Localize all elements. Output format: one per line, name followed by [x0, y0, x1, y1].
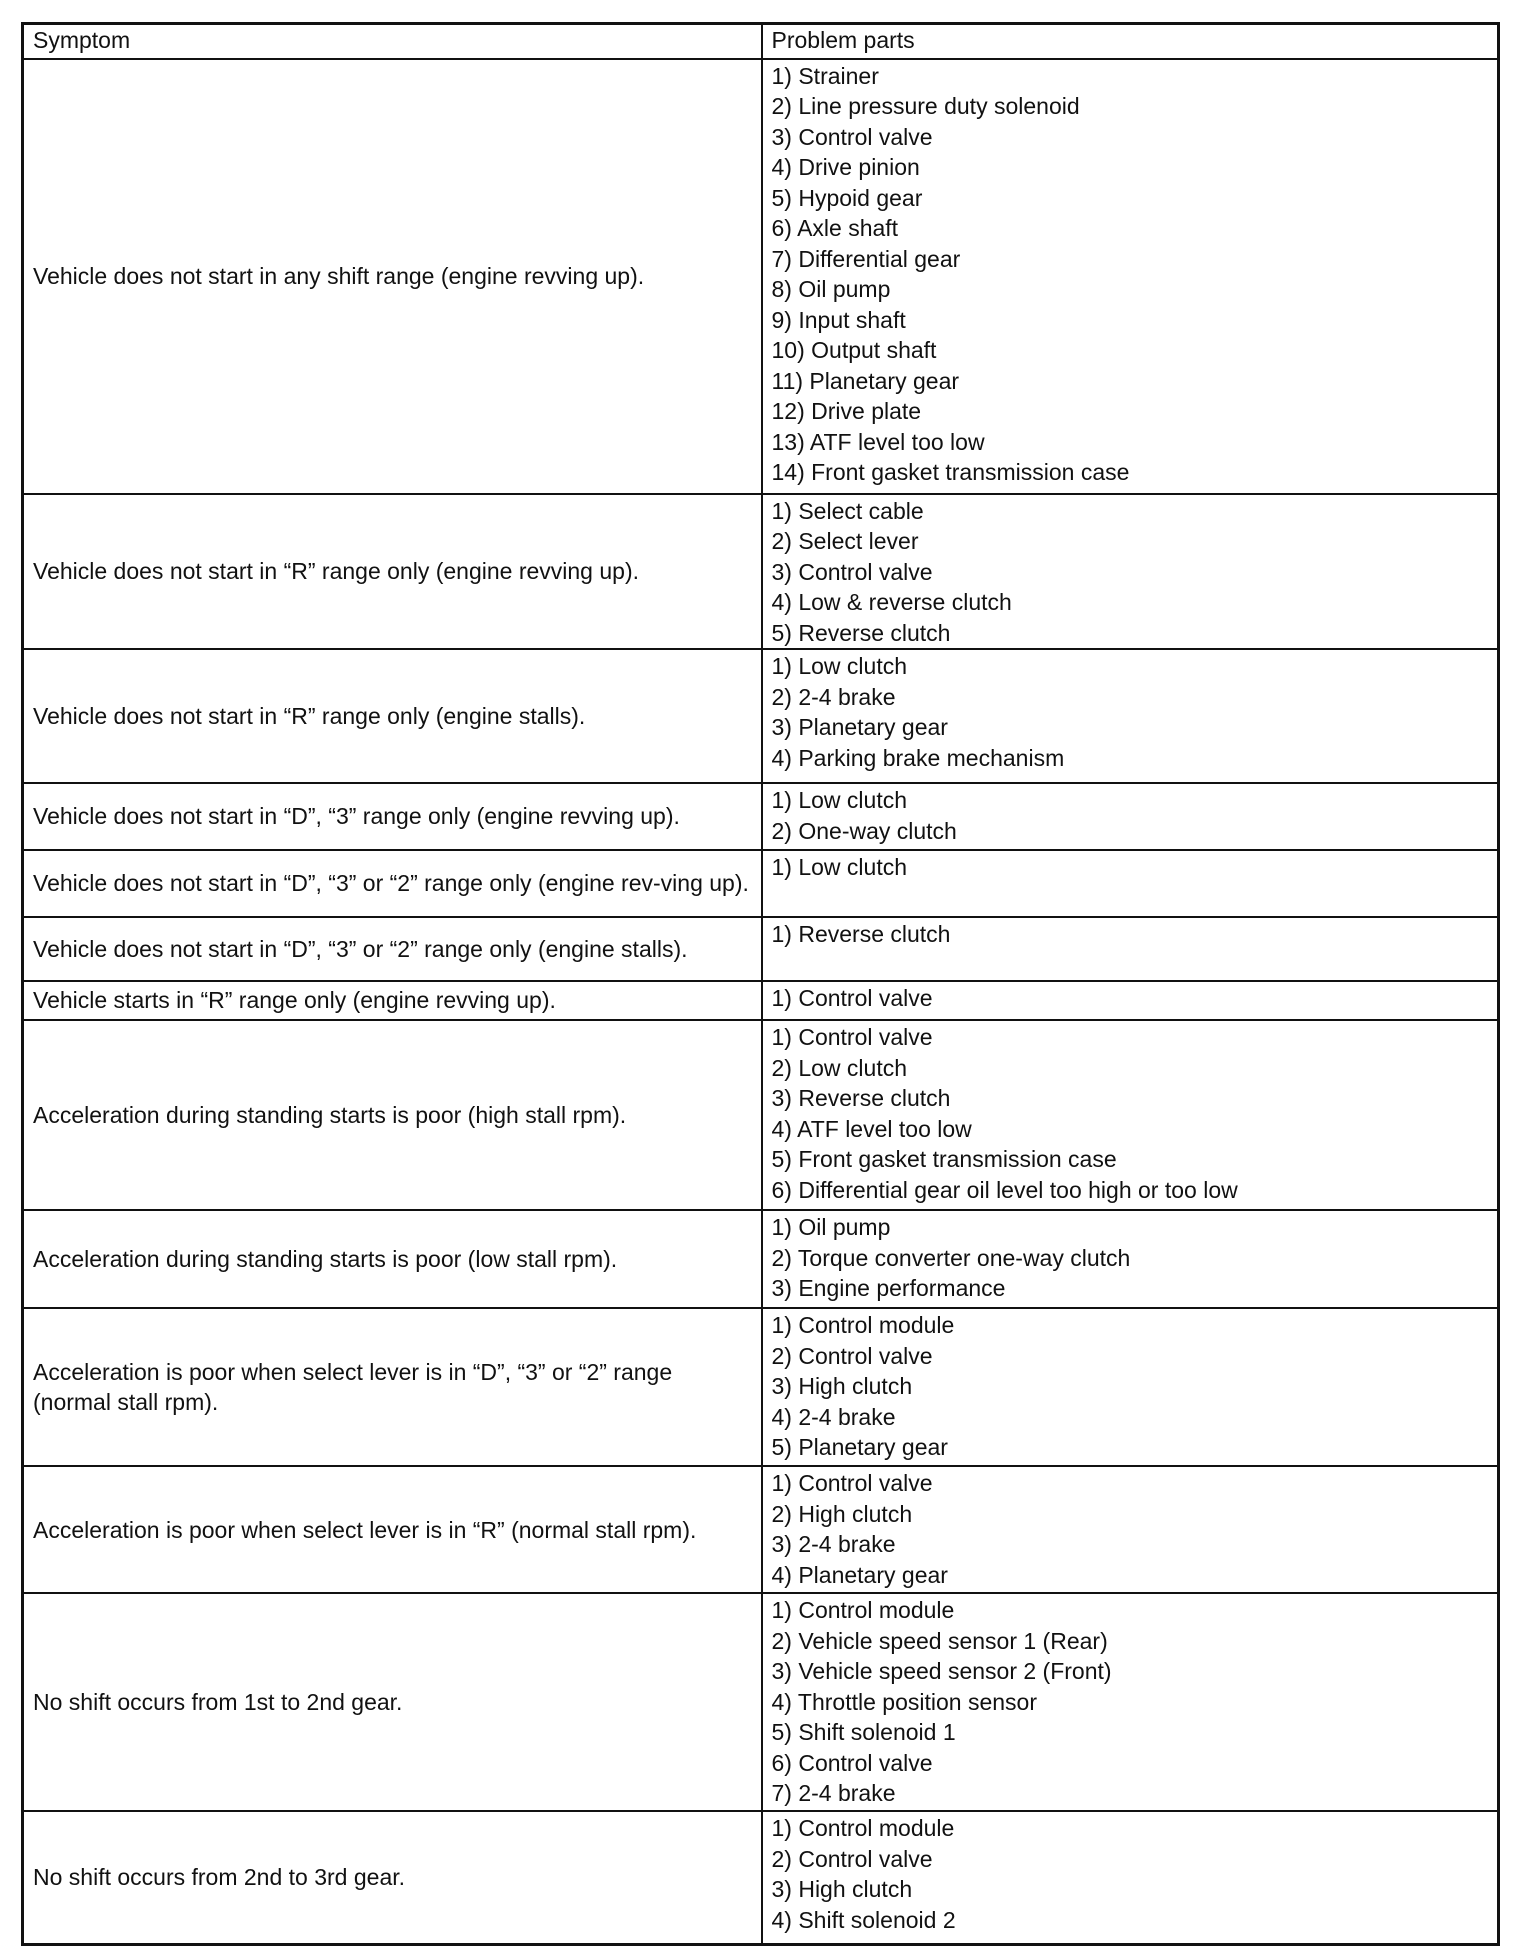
symptom-cell: Vehicle does not start in “D”, “3” or “2” range only (engine stalls). [23, 917, 762, 981]
problem-part-item: 14) Front gasket transmission case [771, 459, 1130, 485]
problem-part-item: 1) Control valve [771, 985, 933, 1012]
problem-parts-cell [762, 1020, 1499, 1210]
problem-part-item: 1) Control valve [771, 1470, 933, 1497]
problem-part-item: 1) Strainer [771, 62, 879, 89]
problem-parts-cell [762, 1811, 1499, 1944]
symptom-cell: Vehicle does not start in “R” range only (engine revving up). [23, 494, 762, 650]
problem-parts-cell [762, 494, 1499, 650]
problem-part-item: 4) 2-4 brake [771, 1403, 896, 1430]
problem-part-item: 2) 2-4 brake [771, 683, 896, 710]
problem-part-item: 5) Shift solenoid 1 [771, 1719, 956, 1746]
problem-part-item: 2) Control valve [771, 1342, 933, 1369]
problem-part-item: 1) Control module [771, 1312, 955, 1339]
table-row [23, 783, 1499, 850]
table-row [23, 649, 1499, 783]
symptom-cell: Vehicle starts in “R” range only (engine revving up). [23, 981, 762, 1020]
problem-part-item: 4) Low & reverse clutch [771, 589, 1012, 616]
problem-part-item: 6) Axle shaft [771, 215, 899, 241]
problem-part-item: 13) ATF level too low [771, 428, 985, 455]
diagnosis-table [21, 22, 1500, 1946]
problem-part-item: 4) Throttle position sensor [771, 1688, 1037, 1715]
problem-part-item: 9) Input shaft [771, 306, 906, 333]
problem-part-item: 1) Low clutch [771, 854, 908, 881]
problem-part-item: 1) Select cable [771, 497, 924, 524]
problem-part-item: 5) Reverse clutch [771, 619, 951, 646]
problem-part-item: 11) Planetary gear [771, 367, 960, 394]
problem-part-item: 3) Engine performance [771, 1275, 1006, 1302]
problem-part-item: 2) Select lever [771, 528, 919, 555]
problem-part-item: 4) Shift solenoid 2 [771, 1906, 956, 1933]
problem-part-item: 2) One-way clutch [771, 817, 957, 844]
table-row [23, 1811, 1499, 1944]
problem-part-item: 3) High clutch [771, 1373, 913, 1400]
problem-part-item: 5) Front gasket transmission case [771, 1146, 1117, 1173]
problem-parts-cell [762, 649, 1499, 783]
problem-part-item: 3) Control valve [771, 558, 933, 585]
problem-part-item: 4) Parking brake mechanism [771, 744, 1065, 771]
problem-part-item: 2) Line pressure duty solenoid [771, 93, 1080, 119]
symptom-cell: Vehicle does not start in “D”, “3” range only (engine revving up). [23, 783, 762, 850]
table-row [23, 1466, 1499, 1593]
problem-parts-cell [762, 917, 1499, 981]
problem-part-item: 7) 2-4 brake [771, 1780, 896, 1807]
problem-part-item: 1) Low clutch [771, 787, 908, 814]
header-row [23, 24, 1499, 59]
symptom-cell: Acceleration is poor when select lever is in “D”, “3” or “2” range (normal stall rpm). [23, 1308, 762, 1466]
problem-part-item: 3) Planetary gear [771, 714, 948, 741]
problem-parts-cell [762, 981, 1499, 1020]
table-row [23, 850, 1499, 917]
table-row [23, 1210, 1499, 1308]
problem-part-item: 1) Control module [771, 1597, 955, 1624]
table-row [23, 494, 1499, 650]
problem-part-item: 4) Drive pinion [771, 154, 920, 180]
symptom-cell: Vehicle does not start in “R” range only (engine stalls). [23, 649, 762, 783]
problem-parts-cell [762, 1210, 1499, 1308]
table-row [23, 917, 1499, 981]
problem-part-item: 2) Vehicle speed sensor 1 (Rear) [771, 1627, 1108, 1654]
problem-part-item: 1) Control valve [771, 1024, 933, 1051]
table-row [23, 1020, 1499, 1210]
table-row [23, 1308, 1499, 1466]
problem-parts-cell [762, 783, 1499, 850]
problem-part-item: 2) Torque converter one-way clutch [771, 1244, 1131, 1271]
problem-parts-cell [762, 1593, 1499, 1811]
problem-part-item: 12) Drive plate [771, 398, 922, 424]
symptom-cell: No shift occurs from 2nd to 3rd gear. [23, 1811, 762, 1944]
problem-part-item: 7) Differential gear [771, 245, 961, 272]
table-row [23, 59, 1499, 494]
problem-parts-cell [762, 850, 1499, 917]
problem-part-item: 3) Vehicle speed sensor 2 (Front) [771, 1658, 1112, 1685]
problem-part-item: 6) Control valve [771, 1749, 933, 1776]
problem-part-item: 1) Reverse clutch [771, 921, 951, 948]
symptom-header: Symptom [23, 24, 762, 59]
problem-part-item: 2) Control valve [771, 1845, 933, 1872]
problem-part-item: 10) Output shaft [771, 337, 937, 363]
problem-part-item: 5) Hypoid gear [771, 184, 923, 211]
symptom-cell: Vehicle does not start in “D”, “3” or “2” range only (engine rev-ving up). [23, 850, 762, 917]
problem-part-item: 3) 2-4 brake [771, 1531, 896, 1558]
problem-part-item: 8) Oil pump [771, 276, 891, 302]
problem-part-item: 2) Low clutch [771, 1054, 908, 1081]
problem-parts-cell [762, 59, 1499, 494]
problem-parts-cell [762, 1466, 1499, 1593]
problem-part-item: 3) High clutch [771, 1876, 913, 1903]
problem-part-item: 1) Low clutch [771, 653, 908, 680]
problem-part-item: 4) Planetary gear [771, 1561, 948, 1588]
symptom-cell: Acceleration during standing starts is poor (low stall rpm). [23, 1210, 762, 1308]
problem-part-item: 6) Differential gear oil level too high or too low [771, 1176, 1238, 1203]
table-row [23, 981, 1499, 1020]
problem-part-item: 3) Control valve [771, 123, 933, 150]
symptom-cell: No shift occurs from 1st to 2nd gear. [23, 1593, 762, 1811]
symptom-cell: Acceleration during standing starts is poor (high stall rpm). [23, 1020, 762, 1210]
problem-part-item: 1) Oil pump [771, 1214, 891, 1241]
problem-parts-cell [762, 1308, 1499, 1466]
problem-part-item: 5) Planetary gear [771, 1434, 948, 1461]
problem-parts-header: Problem parts [762, 24, 1499, 59]
symptom-cell: Vehicle does not start in any shift range (engine revving up). [23, 59, 762, 494]
problem-part-item: 2) High clutch [771, 1500, 913, 1527]
table-body [23, 59, 1499, 1945]
problem-part-item: 4) ATF level too low [771, 1115, 972, 1142]
problem-part-item: 3) Reverse clutch [771, 1085, 951, 1112]
symptom-cell: Acceleration is poor when select lever is in “R” (normal stall rpm). [23, 1466, 762, 1593]
table-row [23, 1593, 1499, 1811]
problem-part-item: 1) Control module [771, 1815, 955, 1842]
